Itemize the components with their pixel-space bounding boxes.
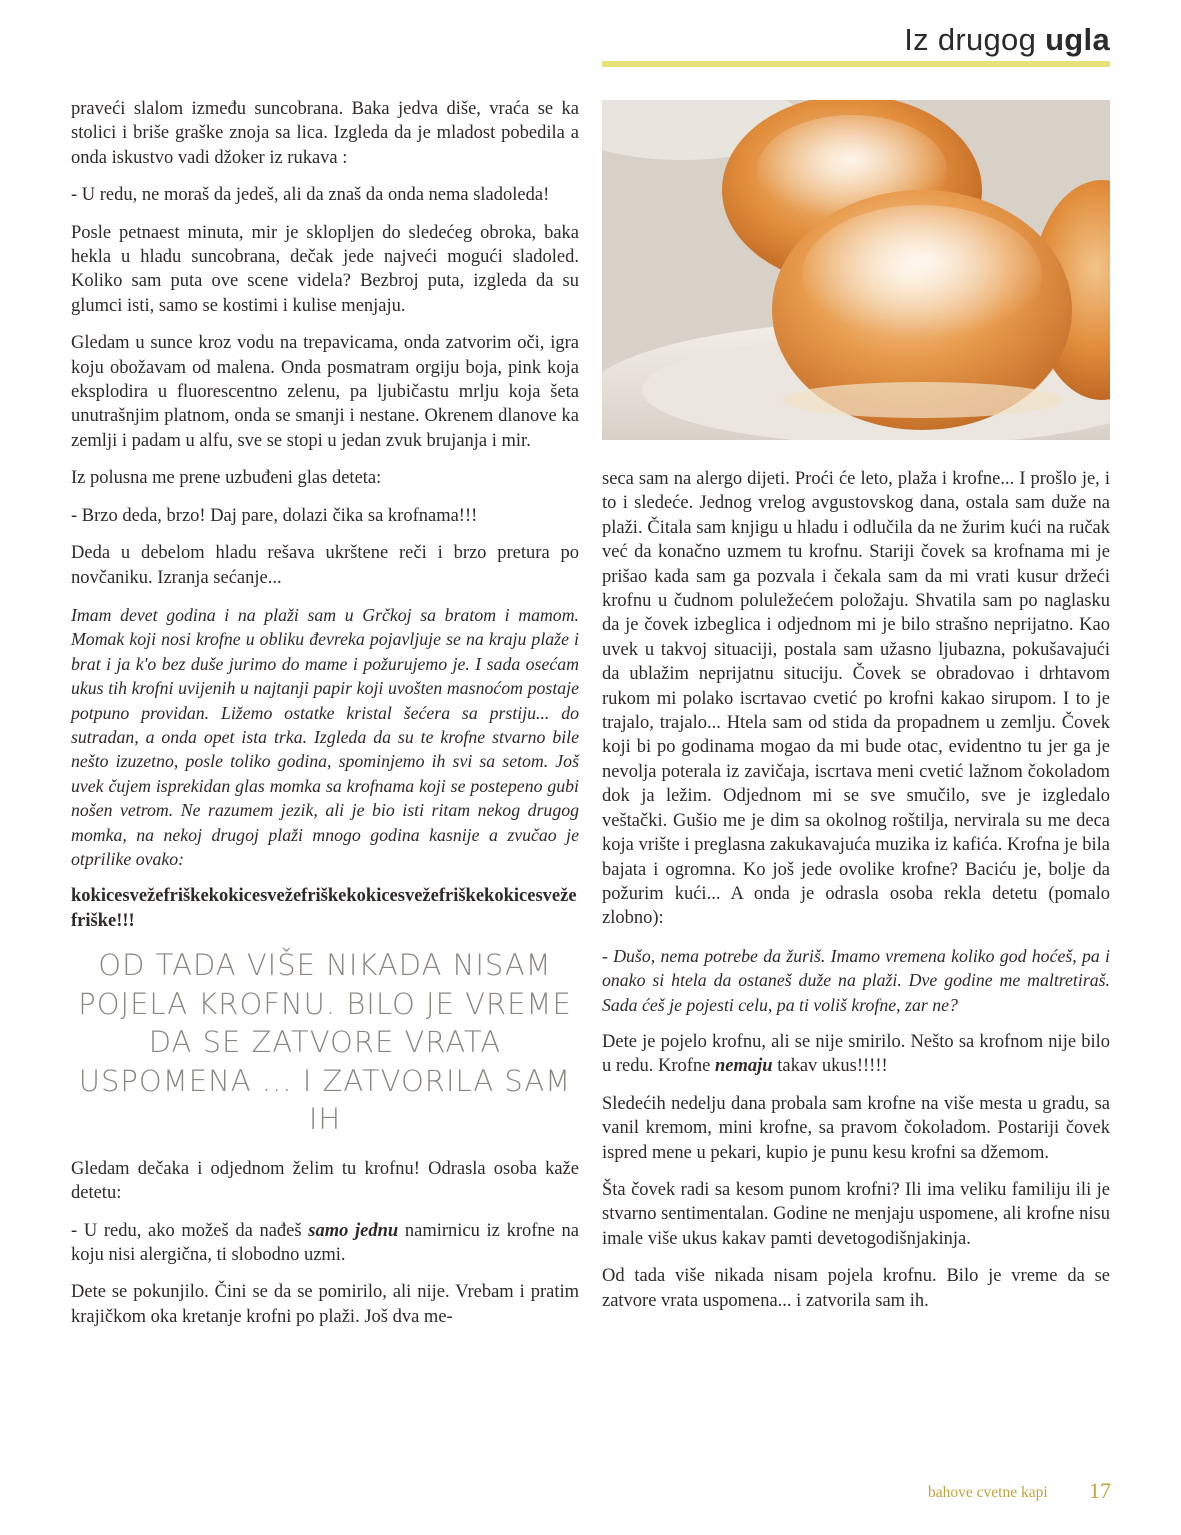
paragraph: Deda u debelom hladu rešava ukrštene reči i brzo pretura po novčaniku. Izranja sećanje... <box>71 543 579 588</box>
paragraph: praveći slalom između suncobrana. Baka jedva diše, vraća se ka stolici i briše graške znoja sa lica. Izgleda da je mladost pobedila a onda iskustvo vadi džoker iz rukava : <box>71 99 579 168</box>
pull-quote: OD TADA VIŠE NIKADA NISAM POJELA KROFNU. BILO JE VREME DA SE ZATVORE VRATA USPOMENA ... I ZATVORILA SAM IH <box>78 948 572 1137</box>
emphasis: samo jednu <box>308 1220 399 1241</box>
paragraph: - U redu, ne moraš da jedeš, ali da znaš da onda nema sladoleda! <box>71 185 550 206</box>
header-rule <box>602 61 1110 67</box>
text-run: Dete je pojelo krofnu, ali se nije smirilo. Nešto sa krofnom nije bilo u redu. Krofne <box>602 1031 1110 1077</box>
left-column <box>71 97 579 1342</box>
paragraph: Sledećih nedelju dana probala sam krofne na više mesta u gradu, sa vanil kremom, mini krofne, sa pravom čokoladom. Postariji čovek ispred mene u pekari, kupio je punu kesu krofni sa džemom. <box>602 1093 1110 1163</box>
paragraph: - Brzo deda, brzo! Daj pare, dolazi čika sa krofnama!!! <box>71 505 478 526</box>
right-column <box>602 467 1110 1326</box>
paragraph: Gledam dečaka i odjednom želim tu krofnu! Odrasla osoba kaže detetu: <box>71 1158 579 1204</box>
page-number: 17 <box>1089 1478 1111 1503</box>
paragraph: Gledam u sunce kroz vodu na trepavicama, onda zatvorim oči, igra koju obožavam od malena. Onda posmatram orgiju boja, pink koja eksplodira u fluorescentno zelenu, pa ljubičastu mrlju koja šeta unutrašnjim platnom, onda se smanji i nestane. Okrenem dlanove ka zemlji i padam u alfu, sve se stopi u jedan zvuk brujanja i mir. <box>71 333 579 451</box>
paragraph: seca sam na alergo dijeti. Proći će leto, plaža i krofne... I prošlo je, i to i sledeće. Jednog vrelog avgustovskog dana, ostala sam duže na plaži. Čitala sam knjigu u hladu i odlučila da ne žurim kući na ručak već da konačno uzmem tu krofnu. Stariji čovek sa krofnama mi je prišao kada sam ga pozvala i čekala sam da mi vrati kusur držeći krofnu u čudnom poluležećem položaju. Shvatila sam po naglasku da je čovek izbeglica i odjednom mi je bilo strašno neprijatno. Kao uvek u takvoj situaciji, postala sam užasno ljubazna, pokušavajući da ublažim neprijatnu situciju. Čovek se obradovao i drhtavom rukom mi polako iscrtavao cvetić po krofni kakao sirupom. I to je trajalo, trajalo... Htela sam od stida da propadnem u zemlju. Čovek koji bi po godinama mogao da mi bude otac, evidentno tu jer ga je nevolja poterala iz zavičaja, iscrtava meni cvetić lažnom čokoladom dok ja ležim. Odjednom mi se sve smučilo, sve je izgledalo veštački. Gušio me je dim sa okolnog roštilja, nervirala su me deca koja vrište i preglasna zakukavajuća muzika iz kafića. Krofna je bila bajata i ogromna. Ko još jede ovolike krofne? Baciću je, bolje da požurim kući... A onda je odrasla osoba rekla detetu (pomalo zlobno): <box>602 469 1110 929</box>
emphasis: nemaju <box>715 1056 773 1077</box>
section-title-regular: Iz drugog <box>904 22 1037 57</box>
text-run: takav ukus!!!!! <box>772 1056 888 1077</box>
paragraph: Od tada više nikada nisam pojela krofnu. Bilo je vreme da se zatvore vrata uspomena... i zatvorila sam ih. <box>602 1266 1110 1311</box>
paragraph: Iz polusna me prene uzbuđeni glas deteta: <box>71 468 382 489</box>
footer-brand: bahove cvetne kapi <box>928 1484 1048 1501</box>
paragraph: Šta čovek radi sa kesom punom krofni? Ili ima veliku familiju ili je stvarno sentimentalan. Godine ne menjaju uspomene, ali krofne nisu imale više ukus kakav pamti devetogodišnjakinja. <box>602 1179 1110 1249</box>
paragraph <box>71 1219 579 1268</box>
italic-paragraph: - Dušo, nema potrebe da žuriš. Imamo vremena koliko god hoćeš, pa i onako si htela da ostaneš duže na plaži. Dve godine me maltretiraš. Sada ćeš je pojesti celu, pa ti voliš krofne, zar ne? <box>602 945 1110 1015</box>
text-run: - U redu, ako možeš da nađeš <box>71 1220 309 1241</box>
section-title-bold: ugla <box>1045 22 1110 57</box>
paragraph: Dete se pokunjilo. Čini se da se pomirilo, ali nije. Vrebam i pratim krajičkom oka kretanje krofni po plaži. Još dva me- <box>71 1282 579 1327</box>
paragraph: Posle petnaest minuta, mir je sklopljen do sledećeg obroka, baka hekla u hladu suncobrana, dečak jede najveći mogući sladoled. Koliko sam puta ove scene videla? Bezbroj puta, izgleda da su glumci isti, samo se kostimi i kulise menjaju. <box>71 222 579 316</box>
bold-paragraph: kokicesvežefriškekokicesvežefriškekokicesvežefriškekokicesvežefriške!!! <box>71 886 577 931</box>
text-run: namirnicu iz krofne na koju nisi alergična, ti slobodno uzmi. <box>71 1220 579 1265</box>
italic-paragraph: Imam devet godina i na plaži sam u Grčkoj sa bratom i mamom. Momak koji nosi krofne u obliku đevreka pojavljuje se na kraju plaže i brat i ja k'o bez duše jurimo do mame i požurujemo je. I sada osećam ukus tih krofni uvijenih u najtanji papir koji uvošten masnoćom postaje potpuno providan. Ližemo ostatke kristal šećera sa prstiju... do sutradan, a onda opet ista trka. Izgleda da su te krofne stvarno bile nešto izuzetno, posle toliko godina, spominjemo ih svi sa setom. Još uvek čujem isprekidan glas momka sa krofnama koji se postepeno gubi nošen vetrom. Ne razumem jezik, ali je bio isti ritam nekog drugog momka, na nekoj drugoj plaži mnogo godina kasnije a zvučao je otprilike ovako: <box>71 604 579 869</box>
paragraph <box>602 1030 1110 1079</box>
section-title <box>904 22 1110 58</box>
donuts-photo <box>602 100 1110 440</box>
